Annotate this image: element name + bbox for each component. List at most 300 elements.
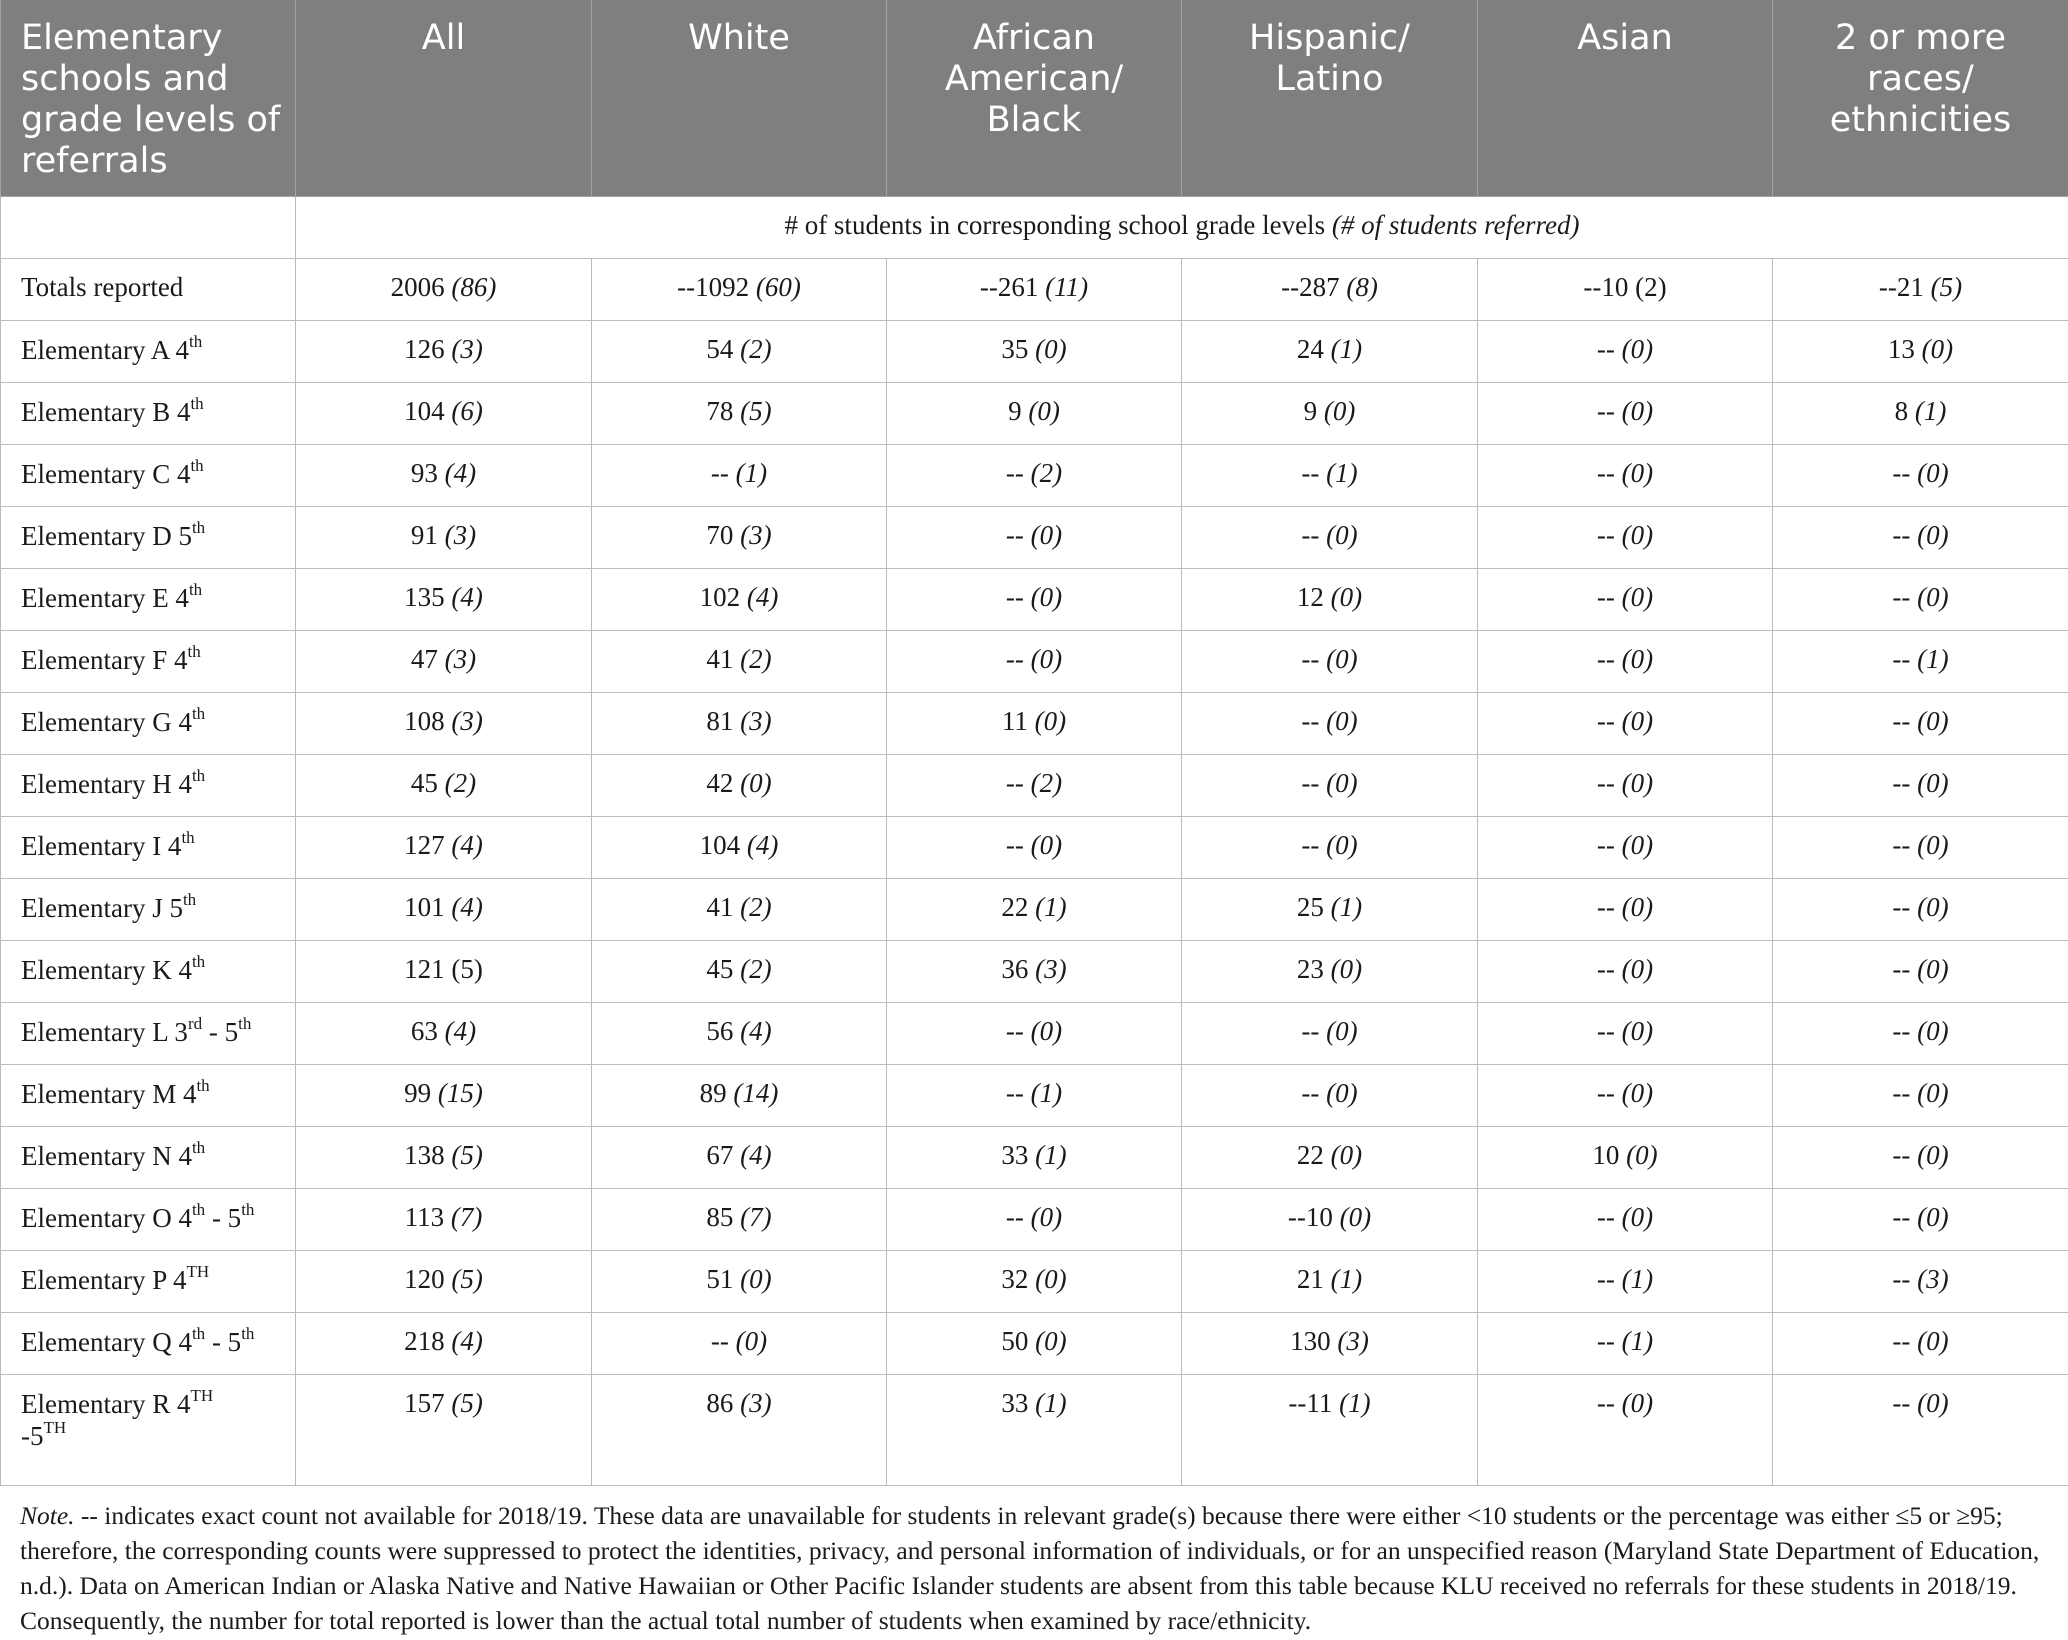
cell-count: --11 bbox=[1288, 1388, 1340, 1418]
cell-count: -- bbox=[1005, 830, 1031, 860]
cell-count: -- bbox=[1596, 644, 1622, 674]
row-label-sup: th bbox=[181, 828, 195, 847]
cell-referred: (7) bbox=[450, 1202, 483, 1232]
cell-count: 99 bbox=[404, 1078, 438, 1108]
table-cell bbox=[296, 693, 592, 755]
cell-count: 102 bbox=[699, 582, 747, 612]
row-label bbox=[1, 1065, 296, 1127]
cell-referred: (0) bbox=[1917, 1388, 1949, 1418]
cell-referred: (4) bbox=[451, 892, 483, 922]
cell-count: -- bbox=[1892, 1388, 1918, 1418]
table-cell bbox=[296, 259, 592, 321]
table-row bbox=[1, 1375, 2068, 1486]
cell-referred: (0) bbox=[1621, 1202, 1654, 1232]
table-cell bbox=[296, 1065, 592, 1127]
cell-count: 81 bbox=[706, 706, 741, 736]
table-cell bbox=[1182, 383, 1478, 445]
cell-count: -- bbox=[1892, 1016, 1918, 1046]
cell-count: 42 bbox=[706, 768, 741, 798]
table-row bbox=[1, 631, 2068, 693]
cell-count: -- bbox=[1892, 1326, 1918, 1356]
cell-count: -- bbox=[1301, 458, 1327, 488]
cell-count: -- bbox=[1892, 892, 1918, 922]
cell-referred: (0) bbox=[1326, 644, 1358, 674]
cell-referred: (6) bbox=[451, 396, 483, 426]
table-cell bbox=[1773, 879, 2068, 941]
cell-count: -- bbox=[1005, 582, 1031, 612]
table-cell bbox=[887, 631, 1182, 693]
cell-count: -- bbox=[1301, 768, 1327, 798]
table-cell bbox=[1478, 817, 1773, 879]
row-label-sup: th bbox=[187, 642, 201, 661]
table-cell bbox=[1478, 693, 1773, 755]
cell-referred: (0) bbox=[1035, 1326, 1067, 1356]
row-label-text-2: - 5 bbox=[205, 1327, 242, 1357]
cell-referred: (0) bbox=[1035, 1264, 1067, 1294]
row-label-sup: th bbox=[191, 704, 206, 723]
cell-count: 41 bbox=[706, 644, 741, 674]
table-cell bbox=[1182, 1313, 1478, 1375]
row-label-sup-3: TH bbox=[43, 1418, 67, 1437]
header-multiracial: 2 or more races/ ethnicities bbox=[1773, 0, 2068, 197]
row-label bbox=[1, 1189, 296, 1251]
table-row bbox=[1, 817, 2068, 879]
cell-count: 67 bbox=[706, 1140, 741, 1170]
table-cell bbox=[1478, 507, 1773, 569]
cell-referred: (1) bbox=[1330, 892, 1363, 922]
cell-referred: (2) bbox=[740, 644, 772, 674]
cell-count: -- bbox=[1301, 1016, 1327, 1046]
cell-count: -- bbox=[1301, 830, 1327, 860]
cell-referred: (3) bbox=[1917, 1264, 1949, 1294]
table-cell bbox=[296, 1127, 592, 1189]
cell-referred: (0) bbox=[1034, 706, 1067, 736]
cell-referred: (0) bbox=[1621, 1078, 1654, 1108]
row-label-text: Elementary I 4 bbox=[21, 831, 182, 861]
table-cell bbox=[1478, 321, 1773, 383]
table-cell bbox=[592, 321, 887, 383]
row-label-sup: th bbox=[188, 332, 203, 351]
cell-referred: (0) bbox=[1330, 954, 1363, 984]
cell-count: -- bbox=[1892, 644, 1918, 674]
table-cell bbox=[887, 259, 1182, 321]
table-row bbox=[1, 1189, 2068, 1251]
cell-count: 138 bbox=[404, 1140, 452, 1170]
row-label bbox=[1, 817, 296, 879]
cell-referred: (1) bbox=[1330, 1264, 1363, 1294]
cell-count: --10 bbox=[1287, 1202, 1340, 1232]
cell-count: 25 bbox=[1296, 892, 1331, 922]
cell-referred: (3) bbox=[1035, 954, 1067, 984]
cell-count: 51 bbox=[706, 1264, 741, 1294]
cell-referred: (1) bbox=[1917, 644, 1949, 674]
row-label-sup: th bbox=[188, 580, 203, 599]
table-row bbox=[1, 383, 2068, 445]
table-cell bbox=[592, 755, 887, 817]
row-label bbox=[1, 445, 296, 507]
cell-referred: (0) bbox=[1621, 830, 1654, 860]
cell-referred: (0) bbox=[1917, 706, 1949, 736]
row-label-text-2: - 5 bbox=[205, 1203, 242, 1233]
table-cell bbox=[1182, 1003, 1478, 1065]
cell-count: 8 bbox=[1894, 396, 1915, 426]
table-cell bbox=[1773, 445, 2068, 507]
cell-referred: (1) bbox=[1914, 396, 1947, 426]
table-cell bbox=[1182, 1065, 1478, 1127]
table-row bbox=[1, 941, 2068, 1003]
cell-referred: (3) bbox=[451, 334, 483, 364]
cell-count: -- bbox=[1005, 1016, 1031, 1046]
cell-referred: (0) bbox=[740, 1264, 772, 1294]
cell-referred: (1) bbox=[1035, 1388, 1067, 1418]
cell-count: 24 bbox=[1296, 334, 1331, 364]
cell-referred: (3) bbox=[740, 1388, 772, 1418]
table-cell bbox=[296, 383, 592, 445]
cell-count: -- bbox=[710, 458, 736, 488]
table-cell bbox=[592, 817, 887, 879]
row-label-sup: th bbox=[191, 1200, 206, 1219]
cell-count: 33 bbox=[1001, 1388, 1036, 1418]
cell-count: -- bbox=[1596, 1326, 1622, 1356]
cell-count: 93 bbox=[410, 458, 445, 488]
cell-referred: (4) bbox=[451, 830, 483, 860]
table-cell bbox=[1773, 507, 2068, 569]
row-label-text: Elementary D 5 bbox=[21, 521, 192, 551]
table-cell bbox=[296, 1313, 592, 1375]
row-label-sup: th bbox=[196, 1076, 210, 1095]
cell-count: 45 bbox=[410, 768, 445, 798]
cell-count: -- bbox=[1301, 706, 1327, 736]
table-cell bbox=[1182, 1375, 1478, 1486]
row-label-text: Elementary L 3 bbox=[21, 1017, 188, 1047]
cell-count: 35 bbox=[1001, 334, 1036, 364]
cell-count: 22 bbox=[1296, 1140, 1331, 1170]
cell-count: -- bbox=[1596, 1388, 1622, 1418]
cell-referred: (3) bbox=[444, 644, 477, 674]
table-row bbox=[1, 1003, 2068, 1065]
row-label bbox=[1, 259, 296, 321]
cell-referred: (0) bbox=[1326, 706, 1358, 736]
row-label-text: Elementary F 4 bbox=[21, 645, 188, 675]
cell-referred: (60) bbox=[755, 272, 801, 302]
cell-count: 104 bbox=[699, 830, 747, 860]
table-cell bbox=[1478, 1251, 1773, 1313]
table-cell bbox=[1773, 631, 2068, 693]
cell-count: 218 bbox=[404, 1326, 452, 1356]
table-cell bbox=[1773, 693, 2068, 755]
cell-referred: (86) bbox=[451, 272, 497, 302]
cell-referred: (1) bbox=[735, 458, 768, 488]
table-cell bbox=[1773, 1189, 2068, 1251]
cell-count: -- bbox=[1301, 1078, 1327, 1108]
cell-referred: (5) bbox=[451, 1388, 483, 1418]
table-cell bbox=[1182, 1127, 1478, 1189]
header-white: White bbox=[592, 0, 887, 197]
cell-referred: (3) bbox=[740, 706, 772, 736]
subheader-empty bbox=[1, 197, 296, 259]
cell-count: -- bbox=[1005, 1078, 1031, 1108]
cell-referred: (1) bbox=[1035, 1140, 1067, 1170]
cell-count: -- bbox=[1301, 644, 1327, 674]
table-cell bbox=[592, 941, 887, 1003]
table-cell bbox=[1182, 879, 1478, 941]
row-label-sup-2: th bbox=[241, 1200, 255, 1219]
cell-count: -- bbox=[1596, 520, 1622, 550]
row-label bbox=[1, 569, 296, 631]
table-cell bbox=[1182, 445, 1478, 507]
table-cell bbox=[1773, 941, 2068, 1003]
cell-count: -- bbox=[1892, 458, 1918, 488]
row-label-text: Elementary C 4 bbox=[21, 459, 191, 489]
table-cell bbox=[592, 1375, 887, 1486]
cell-count: 22 bbox=[1001, 892, 1036, 922]
cell-referred: (0) bbox=[1621, 334, 1654, 364]
cell-count: 89 bbox=[699, 1078, 734, 1108]
row-label bbox=[1, 1251, 296, 1313]
row-label-sup: th bbox=[191, 518, 206, 537]
cell-referred: (0) bbox=[1917, 458, 1949, 488]
cell-referred: (0) bbox=[1917, 1016, 1949, 1046]
table-cell bbox=[887, 1127, 1182, 1189]
row-label-text: Elementary H 4 bbox=[21, 769, 192, 799]
cell-referred: (4) bbox=[444, 458, 477, 488]
cell-referred: (0) bbox=[1030, 830, 1063, 860]
table-row bbox=[1, 1127, 2068, 1189]
table-cell bbox=[1478, 1065, 1773, 1127]
cell-count: -- bbox=[1892, 954, 1918, 984]
cell-referred: (1) bbox=[1035, 892, 1067, 922]
cell-count: --1092 bbox=[677, 272, 756, 302]
cell-referred: (0) bbox=[1621, 644, 1654, 674]
cell-count: 113 bbox=[404, 1202, 451, 1232]
table-row bbox=[1, 507, 2068, 569]
table-cell bbox=[296, 1003, 592, 1065]
cell-referred: (0) bbox=[1621, 954, 1654, 984]
row-label bbox=[1, 1313, 296, 1375]
cell-referred: (7) bbox=[740, 1202, 772, 1232]
table-cell bbox=[1182, 321, 1478, 383]
table-cell bbox=[296, 569, 592, 631]
cell-count: -- bbox=[1596, 458, 1622, 488]
cell-referred: (3) bbox=[444, 520, 477, 550]
cell-referred: (2) bbox=[740, 892, 772, 922]
cell-count: -- bbox=[1005, 1202, 1031, 1232]
cell-referred: (4) bbox=[740, 1016, 772, 1046]
table-cell bbox=[1182, 755, 1478, 817]
table-cell bbox=[887, 1065, 1182, 1127]
cell-referred: (0) bbox=[1326, 520, 1358, 550]
cell-count: 9 bbox=[1303, 396, 1324, 426]
row-label-sup: th bbox=[191, 952, 206, 971]
cell-referred: (5) bbox=[451, 1264, 483, 1294]
table-note bbox=[0, 1486, 2068, 1638]
table-cell bbox=[887, 445, 1182, 507]
table-row bbox=[1, 755, 2068, 817]
table-cell bbox=[592, 1127, 887, 1189]
cell-referred: (0) bbox=[1030, 1202, 1063, 1232]
cell-count: -- bbox=[1596, 334, 1622, 364]
cell-count: -- bbox=[1596, 1078, 1622, 1108]
table-row bbox=[1, 321, 2068, 383]
cell-referred: (4) bbox=[444, 1016, 477, 1046]
cell-count: 50 bbox=[1001, 1326, 1036, 1356]
header-african-american: African American/ Black bbox=[887, 0, 1182, 197]
cell-referred: (1) bbox=[1621, 1264, 1654, 1294]
table-row bbox=[1, 1251, 2068, 1313]
table-cell bbox=[887, 693, 1182, 755]
table-cell bbox=[887, 1251, 1182, 1313]
table-cell bbox=[887, 879, 1182, 941]
cell-count: -- bbox=[1596, 582, 1622, 612]
row-label-sup: TH bbox=[190, 1386, 214, 1405]
table-cell bbox=[1773, 1251, 2068, 1313]
cell-count: 41 bbox=[706, 892, 741, 922]
row-label-text-3: -5 bbox=[21, 1421, 44, 1451]
cell-count: -- bbox=[1596, 706, 1622, 736]
cell-referred: (0) bbox=[1621, 768, 1654, 798]
cell-count: 101 bbox=[404, 892, 452, 922]
table-cell bbox=[592, 1313, 887, 1375]
cell-referred: (2) bbox=[740, 334, 772, 364]
subheader-row bbox=[1, 197, 2068, 259]
row-label bbox=[1, 383, 296, 445]
cell-referred: (0) bbox=[1621, 1388, 1654, 1418]
cell-count: -- bbox=[1596, 830, 1622, 860]
cell-referred: (3) bbox=[451, 706, 483, 736]
cell-referred: (1) bbox=[1326, 458, 1358, 488]
row-label-text: Elementary A 4 bbox=[21, 335, 189, 365]
cell-count: -- bbox=[1892, 582, 1918, 612]
cell-referred: (0) bbox=[1621, 706, 1654, 736]
cell-count: 85 bbox=[706, 1202, 741, 1232]
header-row bbox=[1, 0, 2068, 197]
row-label bbox=[1, 1003, 296, 1065]
row-label-sup-2: th bbox=[238, 1014, 252, 1033]
table-cell bbox=[1478, 383, 1773, 445]
cell-count: 70 bbox=[706, 520, 741, 550]
cell-referred: (8) bbox=[1346, 272, 1378, 302]
table-row bbox=[1, 693, 2068, 755]
cell-count: 157 bbox=[404, 1388, 452, 1418]
table-cell bbox=[887, 1003, 1182, 1065]
table-cell bbox=[1773, 1375, 2068, 1486]
table-cell bbox=[296, 321, 592, 383]
cell-count: 47 bbox=[410, 644, 445, 674]
cell-referred: (0) bbox=[1028, 396, 1060, 426]
cell-referred: (1) bbox=[1030, 1078, 1063, 1108]
cell-referred: (4) bbox=[740, 1140, 772, 1170]
table-cell bbox=[592, 383, 887, 445]
row-label-text: Totals reported bbox=[21, 272, 184, 302]
header-all: All bbox=[296, 0, 592, 197]
table-cell bbox=[1478, 569, 1773, 631]
table-cell bbox=[1182, 631, 1478, 693]
row-label-sup: th bbox=[191, 1324, 206, 1343]
table-cell bbox=[1182, 1189, 1478, 1251]
table-cell bbox=[296, 445, 592, 507]
cell-referred: (4) bbox=[451, 1326, 483, 1356]
table-cell bbox=[887, 1313, 1182, 1375]
note-label: Note. bbox=[20, 1501, 75, 1530]
cell-referred: (4) bbox=[451, 582, 483, 612]
table-cell bbox=[1478, 1127, 1773, 1189]
cell-referred: (1) bbox=[1621, 1326, 1654, 1356]
table-cell bbox=[1182, 569, 1478, 631]
table-cell bbox=[592, 445, 887, 507]
cell-count: 86 bbox=[706, 1388, 741, 1418]
cell-referred: (0) bbox=[1323, 396, 1356, 426]
cell-count: -- bbox=[1005, 520, 1031, 550]
row-label-text: Elementary P 4 bbox=[21, 1265, 187, 1295]
cell-count: -- bbox=[1892, 1078, 1918, 1108]
cell-count: 78 bbox=[706, 396, 741, 426]
row-label bbox=[1, 321, 296, 383]
cell-referred: (2) bbox=[1030, 768, 1063, 798]
row-label-text-2: - 5 bbox=[202, 1017, 239, 1047]
row-label-sup: th bbox=[191, 766, 206, 785]
table-cell bbox=[1182, 941, 1478, 1003]
cell-count: 2006 bbox=[390, 272, 452, 302]
table-cell bbox=[1182, 507, 1478, 569]
cell-referred: (2) bbox=[1030, 458, 1063, 488]
table-cell bbox=[887, 1375, 1182, 1486]
row-label bbox=[1, 1127, 296, 1189]
row-label bbox=[1, 941, 296, 1003]
row-label-text: Elementary O 4 bbox=[21, 1203, 192, 1233]
table-cell bbox=[1478, 879, 1773, 941]
table-row bbox=[1, 569, 2068, 631]
table-cell bbox=[887, 383, 1182, 445]
cell-referred: (0) bbox=[1030, 1016, 1063, 1046]
cell-count: -- bbox=[710, 1326, 736, 1356]
cell-referred: (0) bbox=[1921, 334, 1954, 364]
table-cell bbox=[592, 631, 887, 693]
row-label-sup: th bbox=[190, 394, 204, 413]
cell-referred: (5) bbox=[740, 396, 772, 426]
cell-count: 108 bbox=[404, 706, 452, 736]
table-cell bbox=[296, 1189, 592, 1251]
table-cell bbox=[1478, 941, 1773, 1003]
cell-referred: (0) bbox=[1917, 830, 1949, 860]
row-label bbox=[1, 693, 296, 755]
row-label-text: Elementary E 4 bbox=[21, 583, 189, 613]
note-text: -- indicates exact count not available for 2018/19. These data are unavailable for students in relevant grade(s) because there were either <10 students or the percentage was either ≤5 or ≥95; therefore, the corresponding counts were suppressed to protect the identities, privacy, and personal information of individuals, or for an unspecified reason (Maryland State Department of Education, n.d.). Data on American Indian or Alaska Native and Native Hawaiian or Other Pacific Islander students are absent from this table because KLU received no referrals for these students in 2018/19. Consequently, the number for total reported is lower than the actual total number of students when examined by race/ethnicity. bbox=[20, 1501, 2040, 1635]
cell-count: -- bbox=[1596, 1016, 1622, 1046]
cell-referred: (3) bbox=[740, 520, 772, 550]
table-cell bbox=[1478, 631, 1773, 693]
cell-count: --10 (2) bbox=[1583, 272, 1667, 302]
cell-count: -- bbox=[1301, 520, 1327, 550]
cell-referred: (0) bbox=[1917, 1078, 1949, 1108]
cell-referred: (0) bbox=[1326, 1016, 1358, 1046]
cell-count: 23 bbox=[1296, 954, 1331, 984]
cell-referred: (0) bbox=[740, 768, 772, 798]
row-label-text: Elementary M 4 bbox=[21, 1079, 197, 1109]
row-label-text: Elementary N 4 bbox=[21, 1141, 192, 1171]
cell-referred: (0) bbox=[1917, 954, 1949, 984]
cell-count: 127 bbox=[404, 830, 452, 860]
table-cell bbox=[592, 1065, 887, 1127]
table-cell bbox=[1478, 755, 1773, 817]
cell-referred: (0) bbox=[1035, 334, 1067, 364]
cell-referred: (2) bbox=[740, 954, 772, 984]
table-cell bbox=[887, 507, 1182, 569]
cell-count: -- bbox=[1892, 830, 1918, 860]
cell-count: 126 bbox=[404, 334, 452, 364]
table-row bbox=[1, 445, 2068, 507]
cell-count: -- bbox=[1892, 706, 1918, 736]
row-label-sup: th bbox=[182, 890, 197, 909]
